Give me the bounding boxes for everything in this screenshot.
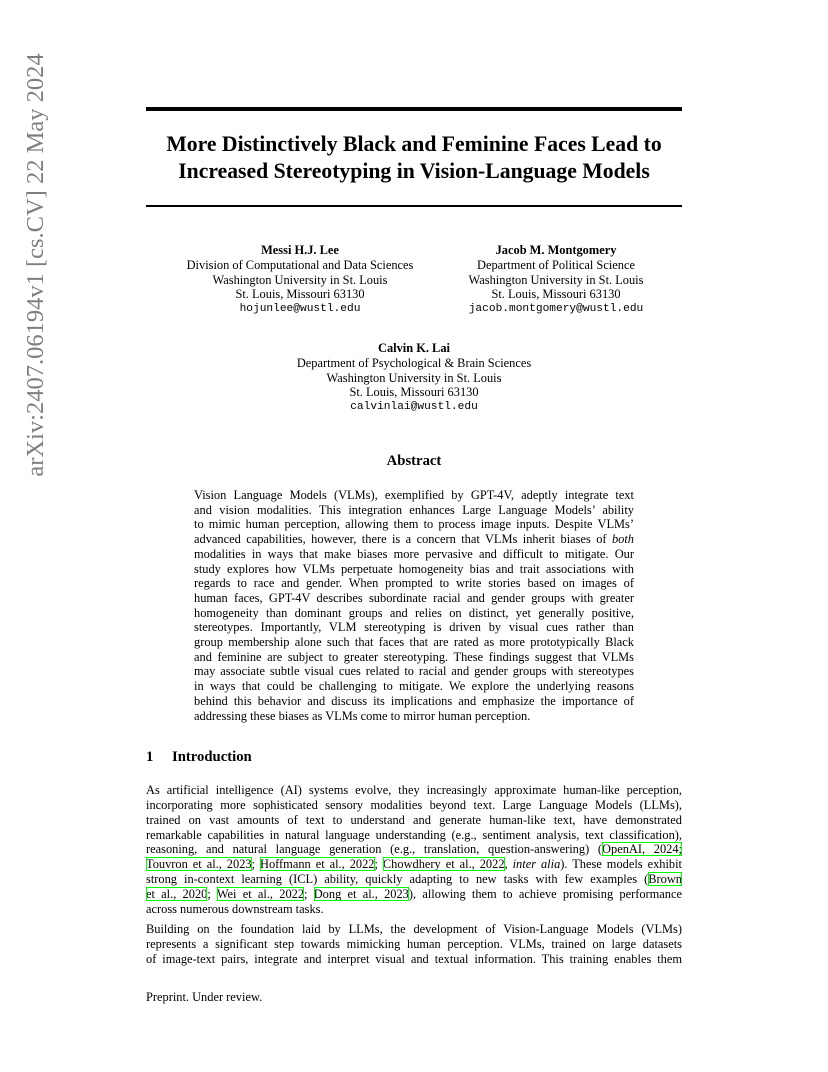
citation-brown[interactable]: Brown — [648, 872, 682, 887]
body-line: across numerous downstream tasks. — [146, 901, 324, 916]
author-address: St. Louis, Missouri 63130 — [235, 287, 365, 302]
page-footer: Preprint. Under review. — [146, 990, 263, 1004]
abstract-body — [194, 488, 634, 723]
abstract-line: addressing these biases as VLMs come to mirror human perception. — [194, 708, 531, 723]
citation-hoffmann[interactable]: Hoffmann et al., 2022 — [260, 857, 375, 872]
arxiv-side-stamp: arXiv:2407.06194v1 [cs.CV] 22 May 2024 — [22, 53, 49, 477]
author-block-lee — [172, 243, 428, 317]
author-address: St. Louis, Missouri 63130 — [349, 385, 479, 400]
body-line: Touvron et al., 2023; Hoffmann et al., 2022; Chowdhery et al., 2022, inter alia). These models exhibit — [146, 857, 682, 872]
body-line: reasoning, and natural language generation (e.g., translation, question-answering) (OpenAI, 2024; — [146, 842, 682, 857]
author-institution: Washington University in St. Louis — [468, 272, 644, 287]
intro-paragraph-2 — [146, 922, 682, 967]
body-line: represents a significant step towards mimicking human perception. VLMs, trained on large datasets — [146, 936, 682, 951]
author-address: St. Louis, Missouri 63130 — [491, 287, 621, 302]
title-bottom-rule — [146, 205, 682, 207]
author-affiliation: Department of Psychological & Brain Sciences — [296, 355, 532, 370]
italic-both: both — [611, 532, 634, 547]
body-line: incorporating more sophisticated sensory modalities beyond text. Large Language Models (LLMs), — [146, 797, 682, 812]
abstract-line: homogeneity than dominant groups and relies on distinct, yet generally positive, — [194, 605, 634, 620]
abstract-line: advanced capabilities, however, there is a concern that VLMs inherit biases of both — [194, 532, 634, 547]
body-line: et al., 2020; Wei et al., 2022; Dong et al., 2023), allowing them to achieve promising performance — [146, 886, 682, 901]
author-affiliation: Division of Computational and Data Sciences — [186, 257, 414, 272]
title-top-rule — [146, 107, 682, 111]
author-block-lai — [264, 341, 564, 415]
abstract-heading: Abstract — [386, 453, 442, 469]
section-title: Introduction — [172, 749, 252, 765]
abstract-line: may associate subtle visual cues related to racial and gender groups with stereotypes — [194, 664, 634, 679]
abstract-line: regards to race and gender. When prompted to write stories based on images of — [194, 576, 634, 591]
body-line: remarkable capabilities in natural language understanding (e.g., sentiment analysis, text classification), — [146, 827, 682, 842]
author-name: Calvin K. Lai — [378, 341, 450, 355]
section-heading — [146, 749, 252, 766]
section-number: 1 — [146, 749, 154, 765]
abstract-line: and feminine are subject to greater stereotyping. These findings suggest that VLMs — [194, 649, 634, 664]
body-line: strong in-context learning (ICL) ability, quickly adapting to new tasks with few examples (Brown — [146, 872, 682, 887]
title-line: More Distinctively Black and Feminine Faces Lead to — [166, 132, 662, 156]
author-institution: Washington University in St. Louis — [326, 370, 502, 385]
abstract-line: modalities in ways that make biases more pervasive and difficult to mitigate. Our — [194, 546, 634, 561]
citation-touvron[interactable]: Touvron et al., 2023 — [146, 857, 252, 872]
abstract-line: group membership alone such that faces that are rated as more prototypically Black — [194, 635, 634, 650]
abstract-line: in ways that could be challenging to mitigate. We explore the underlying reasons — [194, 679, 634, 694]
author-email[interactable]: jacob.montgomery@wustl.edu — [468, 303, 644, 316]
body-line: trained on vast amounts of text to understand and generate human-like text, have demonstrated — [146, 812, 682, 827]
abstract-line: study explores how VLMs perpetuate homogeneity bias and trait associations with — [194, 561, 634, 576]
citation-wei[interactable]: Wei et al., 2022 — [216, 886, 305, 901]
body-line: Building on the foundation laid by LLMs, the development of Vision-Language Models (VLMs) — [146, 922, 682, 936]
citation-openai[interactable]: OpenAI, 2024; — [602, 842, 682, 857]
abstract-line: human faces, GPT-4V describes subordinate racial and gender groups with greater — [194, 590, 634, 605]
author-name: Messi H.J. Lee — [261, 243, 339, 257]
inter-alia: inter alia — [512, 857, 561, 872]
paper-title — [146, 131, 682, 185]
abstract-line: and vision modalities. This integration enhances Large Language Models’ ability — [194, 502, 634, 517]
body-line: of image-text pairs, integrate and interpret visual and textual information. This training enables them — [146, 951, 682, 966]
author-affiliation: Department of Political Science — [477, 257, 635, 272]
citation-dong[interactable]: Dong et al., 2023 — [313, 886, 409, 901]
citation-brown-cont[interactable]: et al., 2020 — [146, 886, 208, 901]
author-institution: Washington University in St. Louis — [212, 272, 388, 287]
title-line: Increased Stereotyping in Vision-Language Models — [178, 159, 650, 183]
body-line: As artificial intelligence (AI) systems evolve, they increasingly approximate human-like perception, — [146, 783, 682, 797]
abstract-line: behind this behavior and discuss its implications and emphasize the importance of — [194, 693, 634, 708]
citation-chowdhery[interactable]: Chowdhery et al., 2022 — [382, 857, 505, 872]
intro-paragraph-1 — [146, 783, 682, 917]
abstract-line: to mimic human perception, allowing them to process image inputs. Despite VLMs’ — [194, 517, 634, 532]
author-name: Jacob M. Montgomery — [495, 243, 617, 257]
author-email[interactable]: calvinlai@wustl.edu — [350, 401, 478, 414]
abstract-line: stereotypes. Importantly, VLM stereotyping is driven by visual cues rather than — [194, 620, 634, 635]
author-block-montgomery — [446, 243, 666, 317]
abstract-line: Vision Language Models (VLMs), exemplified by GPT-4V, adeptly integrate text — [194, 488, 634, 502]
author-email[interactable]: hojunlee@wustl.edu — [239, 303, 361, 316]
